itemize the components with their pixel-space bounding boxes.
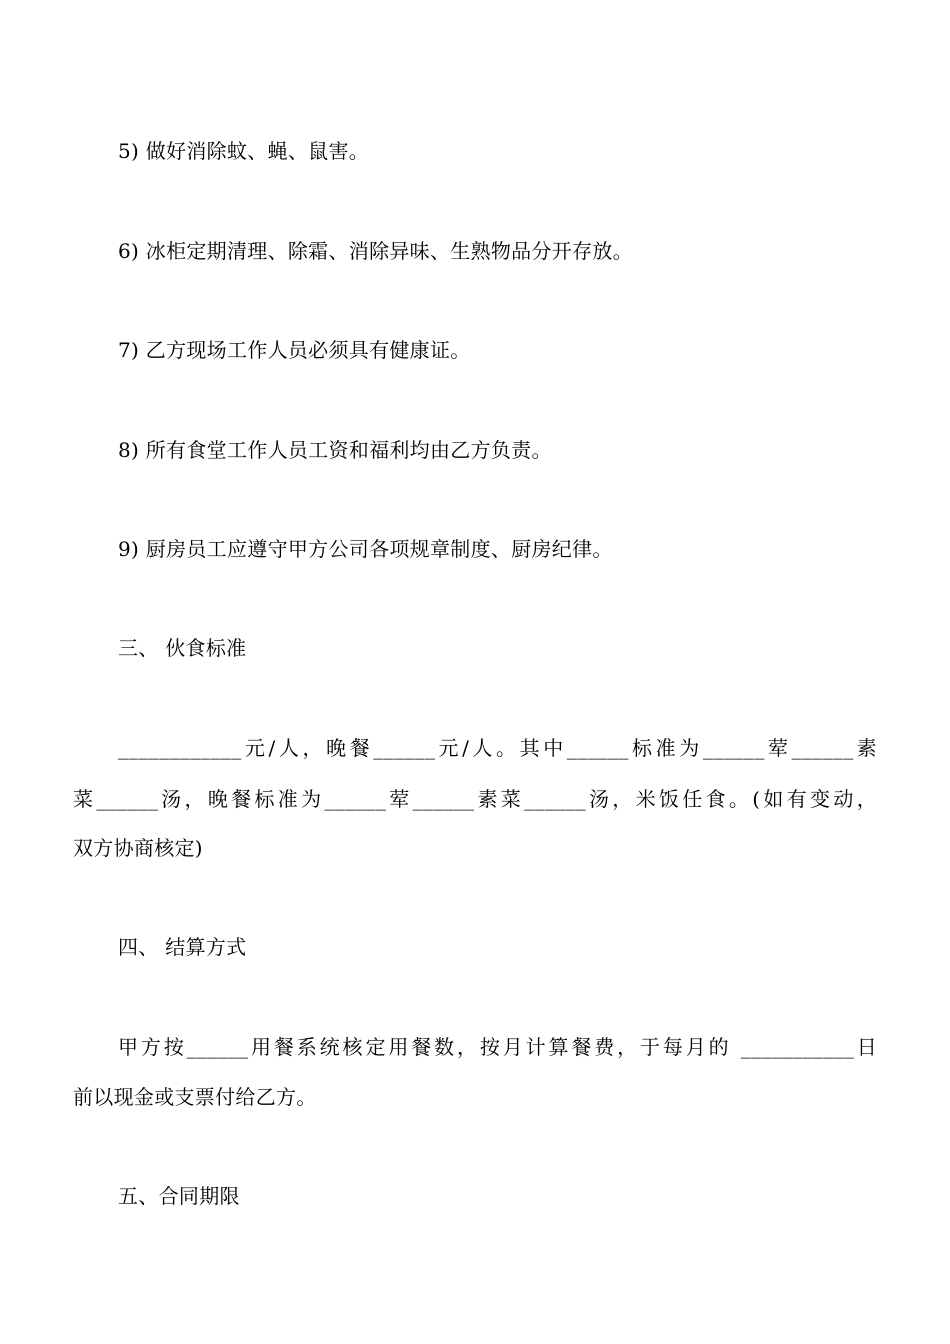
paragraph-line: 甲方按______用餐系统核定用餐数，按月计算餐费，于每月的 ___________日 (118, 1035, 877, 1059)
list-item-6: 6) 冰柜定期清理、除霜、消除异味、生熟物品分开存放。 (118, 239, 633, 263)
list-item-8: 8) 所有食堂工作人员工资和福利均由乙方负责。 (118, 438, 552, 462)
paragraph-line: ____________元/人，晚餐______元/人。其中______标准为______荤______素 (118, 736, 877, 760)
list-item-5: 5) 做好消除蚊、蝇、鼠害。 (118, 139, 370, 163)
paragraph-line: 双方协商核定) (73, 836, 203, 860)
section-heading-meal-standard: 三、 伙食标准 (118, 636, 247, 660)
list-item-7: 7) 乙方现场工作人员必须具有健康证。 (118, 338, 471, 362)
paragraph-line: 前以现金或支票付给乙方。 (73, 1085, 317, 1109)
section-heading-contract-term: 五、合同期限 (118, 1184, 240, 1208)
list-item-9: 9) 厨房员工应遵守甲方公司各项规章制度、厨房纪律。 (118, 537, 613, 561)
section-heading-settlement: 四、 结算方式 (118, 935, 247, 959)
paragraph-line: 菜______汤，晚餐标准为______荤______素菜______汤，米饭任食。(如有变动， (73, 787, 877, 811)
